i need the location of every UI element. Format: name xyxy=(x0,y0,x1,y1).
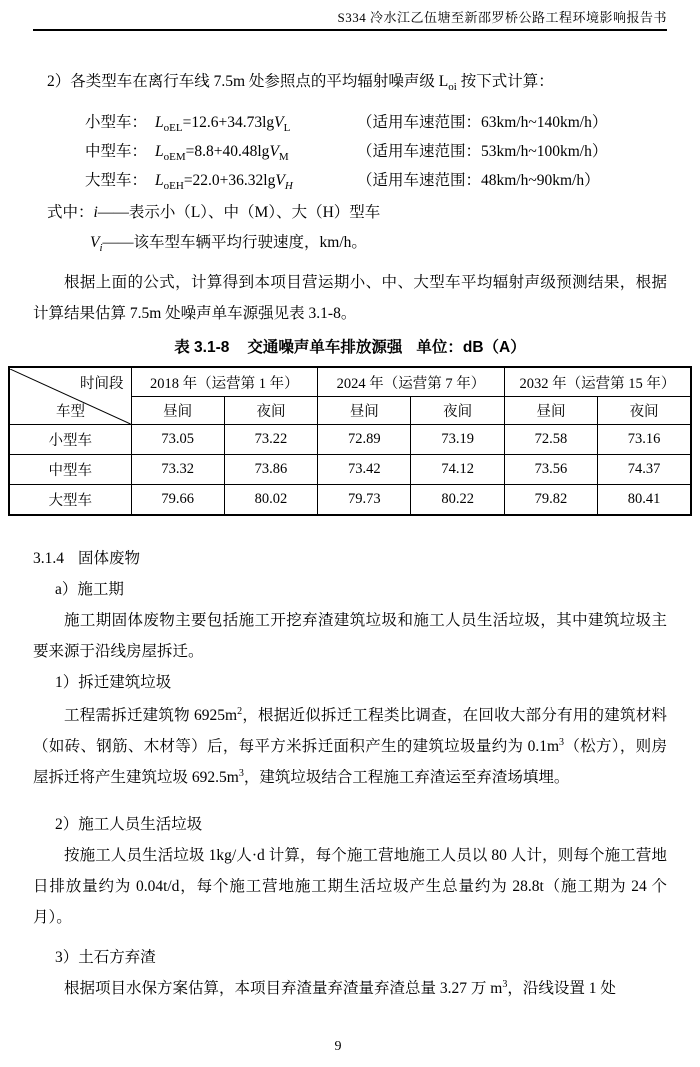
text-segment: 工程需拆迁建筑物 6925m xyxy=(64,707,238,724)
text-segment: 2）各类型车在离行车线 7.5m 处参照点的平均辐射噪声级 L xyxy=(47,73,449,90)
subheader-day: 昼间 xyxy=(131,397,224,425)
formula-expression xyxy=(85,108,357,137)
table-unit: 单位：dB（A） xyxy=(416,339,526,356)
row-label: 小型车 xyxy=(9,425,131,455)
noise-intro-line xyxy=(33,66,667,97)
table-cell: 72.89 xyxy=(318,425,411,455)
speed-range-note: （适用车速范围：53km/h~100km/h） xyxy=(357,143,608,160)
table-cell: 73.32 xyxy=(131,455,224,485)
section-title: 固体废物 xyxy=(78,550,141,567)
demolition-paragraph xyxy=(33,700,667,793)
table-year-header-row xyxy=(9,367,691,397)
formula-symbol: L xyxy=(155,172,164,189)
subsection-a-heading: a）施工期 xyxy=(55,581,124,598)
superscript: 3 xyxy=(238,767,244,779)
formula-row-medium-car xyxy=(33,137,667,166)
table-cell: 73.19 xyxy=(411,425,504,455)
text-segment: 根据项目水保方案估算，本项目弃渣量弃渣量弃渣总量 3.27 万 m xyxy=(64,980,503,997)
formula-block xyxy=(33,108,667,195)
text-segment: ，根据近似拆迁工程类比调查，在回收大部分有用的建筑材料（如砖、钢筋、木材等）后，每平方米拆迁面积产生的建筑垃圾量约为 0.1m xyxy=(33,707,667,755)
text-segment: ，沿线设置 1 处 xyxy=(507,980,616,997)
vehicle-type-label: 中型车： xyxy=(85,143,148,160)
superscript: 3 xyxy=(559,736,565,748)
table-title xyxy=(33,333,667,363)
subheader-day: 昼间 xyxy=(504,397,597,425)
subheader-night: 夜间 xyxy=(224,397,317,425)
formula-legend-line-2 xyxy=(33,228,667,258)
formula-subscript: oEL xyxy=(163,122,183,135)
subheader-night: 夜间 xyxy=(411,397,504,425)
table-cell: 73.56 xyxy=(504,455,597,485)
velocity-symbol: V xyxy=(275,172,285,189)
corner-header-cell xyxy=(9,367,131,425)
formula-expression xyxy=(85,137,357,166)
section-heading-3-1-4 xyxy=(33,543,667,574)
text-segment: 式中： xyxy=(47,204,94,221)
result-paragraph: 根据上面的公式，计算得到本项目营运期小、中、大型车平均辐射声级预测结果，根据计算结果估算 7.5m 处噪声单车源强见表 3.1-8。 xyxy=(33,274,667,322)
noise-level-subscript: oi xyxy=(448,81,457,94)
table-cell: 74.37 xyxy=(598,455,691,485)
table-cell: 79.82 xyxy=(504,485,597,516)
table-cell: 79.66 xyxy=(131,485,224,516)
text-segment: ——表示小（L）、中（M）、大（H）型车 xyxy=(97,204,381,221)
formula-row-small-car xyxy=(33,108,667,137)
text-segment: （松方），则房屋拆迁将产生建筑垃圾 692.5m xyxy=(33,738,667,786)
formula-symbol: L xyxy=(155,143,164,160)
formula-row-large-car xyxy=(33,166,667,195)
formula-body: =8.8+40.48lg xyxy=(185,143,270,160)
year-header-2032: 2032 年（运营第 15 年） xyxy=(504,367,691,397)
item-3-heading: 3）土石方弃渣 xyxy=(55,949,156,966)
text-segment: 按下式计算： xyxy=(456,73,554,90)
text-segment: ，建筑垃圾结合工程施工弃渣运至弃渣场填埋。 xyxy=(243,769,570,786)
table-cell: 72.58 xyxy=(504,425,597,455)
spoil-paragraph xyxy=(33,973,667,1004)
formula-expression xyxy=(85,166,357,195)
formula-body: =12.6+34.73lg xyxy=(182,114,275,131)
formula-legend-line-1 xyxy=(33,198,667,228)
superscript: 2 xyxy=(237,705,243,717)
header-rule xyxy=(33,29,667,31)
year-header-2024: 2024 年（运营第 7 年） xyxy=(318,367,505,397)
row-label: 中型车 xyxy=(9,455,131,485)
table-number: 表 3.1-8 xyxy=(174,339,230,356)
formula-subscript: oEM xyxy=(163,151,186,164)
table-cell: 80.02 xyxy=(224,485,317,516)
speed-range-note: （适用车速范围：63km/h~140km/h） xyxy=(357,114,608,131)
corner-cell-box xyxy=(10,369,131,424)
table-cell: 73.22 xyxy=(224,425,317,455)
corner-label-time: 时间段 xyxy=(80,375,124,392)
table-cell: 73.16 xyxy=(598,425,691,455)
page-header xyxy=(33,0,667,31)
table-cell: 80.22 xyxy=(411,485,504,516)
table-cell: 80.41 xyxy=(598,485,691,516)
vehicle-type-label: 小型车： xyxy=(85,114,148,131)
item-2-heading: 2）施工人员生活垃圾 xyxy=(55,816,203,833)
velocity-subscript: H xyxy=(284,180,293,193)
index-subscript: i xyxy=(99,242,103,255)
formula-subscript: oEH xyxy=(163,180,184,193)
item-1-heading: 1）拆迁建筑垃圾 xyxy=(55,674,172,691)
superscript: 3 xyxy=(502,978,508,990)
table-cell: 74.12 xyxy=(411,455,504,485)
page-content xyxy=(33,32,676,1004)
table-cell: 73.86 xyxy=(224,455,317,485)
speed-range-note: （适用车速范围：48km/h~90km/h） xyxy=(357,172,600,189)
page-footer xyxy=(0,1039,676,1055)
text-segment: ——该车型车辆平均行驶速度，km/h。 xyxy=(102,234,367,251)
velocity-symbol: V xyxy=(90,234,100,251)
row-label: 大型车 xyxy=(9,485,131,516)
table-caption: 交通噪声单车排放源强 xyxy=(247,339,403,356)
page-number: 9 xyxy=(334,1039,342,1054)
corner-label-vehicle: 车型 xyxy=(56,403,85,420)
formula-body: =22.0+36.32lg xyxy=(183,172,276,189)
velocity-subscript: M xyxy=(278,151,289,164)
table-row-large-car xyxy=(9,485,691,516)
formula-symbol: L xyxy=(155,114,164,131)
table-row-small-car xyxy=(9,425,691,455)
velocity-subscript: L xyxy=(283,122,291,135)
vehicle-type-label: 大型车： xyxy=(85,172,148,189)
velocity-symbol: V xyxy=(269,143,279,160)
subheader-day: 昼间 xyxy=(318,397,411,425)
table-cell: 73.42 xyxy=(318,455,411,485)
table-cell: 79.73 xyxy=(318,485,411,516)
section-number: 3.1.4 xyxy=(33,550,64,567)
table-row-medium-car xyxy=(9,455,691,485)
overview-paragraph: 施工期固体废物主要包括施工开挖弃渣建筑垃圾和施工人员生活垃圾，其中建筑垃圾主要来源于沿线房屋拆迁。 xyxy=(33,612,667,660)
index-symbol: i xyxy=(93,204,98,221)
noise-source-table xyxy=(8,366,692,516)
velocity-symbol: V xyxy=(274,114,284,131)
life-garbage-paragraph: 按施工人员生活垃圾 1kg/人·d 计算，每个施工营地施工人员以 80 人计，则每个施工营地日排放量约为 0.04t/d，每个施工营地施工期生活垃圾产生总量约为 28.8t（施工期为 24 个月）。 xyxy=(33,847,667,926)
subheader-night: 夜间 xyxy=(598,397,691,425)
year-header-2018: 2018 年（运营第 1 年） xyxy=(131,367,318,397)
table-cell: 73.05 xyxy=(131,425,224,455)
running-head-title: S334 冷水江乙伍塘至新邵罗桥公路工程环境影响报告书 xyxy=(337,10,667,25)
